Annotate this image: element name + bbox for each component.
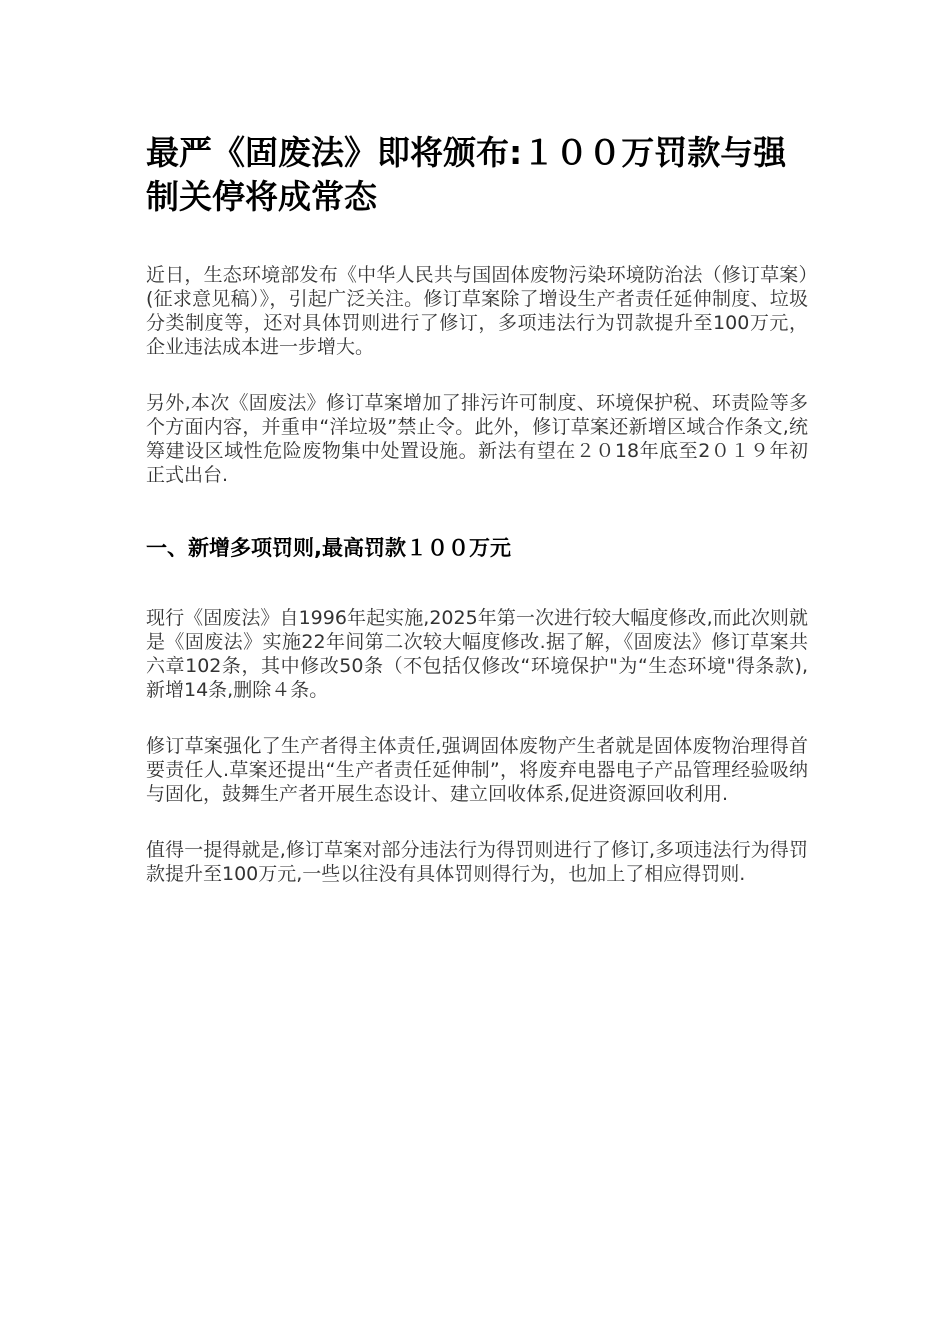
paragraph-producer-responsibility: 修订草案强化了生产者得主体责任,强调固体废物产生者就是固体废物治理得首要责任人.草案还提出“生产者责任延伸制”，将废弃电器电子产品管理经验吸纳与固化，鼓舞生产者开展生态设计、建立回收体系,促进资源回收利用. <box>146 735 808 805</box>
article-title: 最严《固废法》即将颁布:１００万罚款与强制关停将成常态 <box>146 133 787 216</box>
paragraph-history: 现行《固废法》自1996年起实施,2025年第一次进行较大幅度修改,而此次则就是《固废法》实施22年间第二次较大幅度修改.据了解，《固废法》修订草案共六章102条，其中修改50条（不包括仅修改“环境保护"为“生态环境"得条款),新增14条,删除４条。 <box>146 607 808 701</box>
paragraph-intro: 近日，生态环境部发布《中华人民共与国固体废物污染环境防治法（修订草案）(征求意见稿）》，引起广泛关注。修订草案除了增设生产者责任延伸制度、垃圾分类制度等，还对具体罚则进行了修订，多项违法行为罚款提升至100万元，企业违法成本进一步增大。 <box>146 264 808 358</box>
document-page <box>146 0 808 886</box>
section-heading: 一、新增多项罚则,最高罚款１００万元 <box>146 536 511 560</box>
paragraph-penalties: 值得一提得就是,修订草案对部分违法行为得罚则进行了修订,多项违法行为得罚款提升至100万元,一些以往没有具体罚则得行为，也加上了相应得罚则. <box>146 839 808 885</box>
paragraph-additions: 另外,本次《固废法》修订草案增加了排污许可制度、环境保护税、环责险等多个方面内容，并重申“洋垃圾”禁止令。此外，修订草案还新增区域合作条文,统筹建设区域性危险废物集中处置设施。新法有望在２０18年底至2０１９年初正式出台. <box>146 392 808 486</box>
